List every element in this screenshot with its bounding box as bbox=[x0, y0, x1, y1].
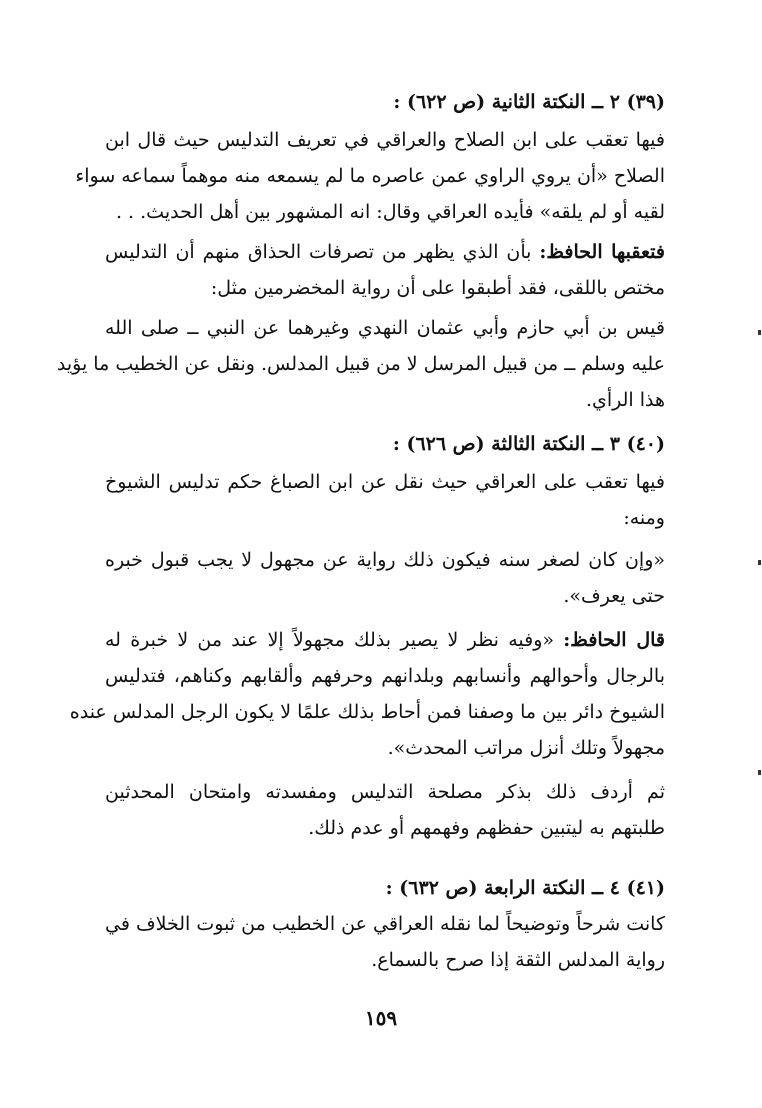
text-line: هذا الرأي. bbox=[585, 389, 665, 411]
text-line bbox=[105, 234, 665, 270]
scan-mark bbox=[758, 770, 761, 775]
text-line: طلبتهم به ليتبين حفظهم وفهمهم أو عدم ذلك. bbox=[308, 817, 665, 839]
text-line: فيها تعقب على العراقي حيث نقل عن ابن الصباغ حكم تدليس الشيوخ bbox=[105, 471, 665, 493]
text-line: ومنه: bbox=[623, 507, 665, 529]
speaker-label: فتعقبها الحافظ: bbox=[539, 241, 665, 263]
text-line: مجهولاً وتلك أنزل مراتب المحدث». bbox=[387, 737, 665, 759]
text-line: عليه وسلم ــ من قبيل المرسل لا من قبيل المدلس. ونقل عن الخطيب ما يؤيد bbox=[56, 353, 665, 375]
text-line: مختص باللقى، فقد أطبقوا على أن رواية المخضرمين مثل: bbox=[210, 277, 665, 299]
text-span: «وفيه نظر لا يصير بذلك مجهولاً إلا عند من لا خبرة له bbox=[105, 629, 555, 651]
text-line: الصلاح «أن يروي الراوي عمن عاصره ما لم يسمعه منه موهماً سماعه سواء bbox=[75, 165, 665, 187]
text-line: حتى يعرف». bbox=[563, 585, 665, 607]
text-line: فيها تعقب على ابن الصلاح والعراقي في تعريف التدليس حيث قال ابن bbox=[105, 129, 665, 151]
text-span: بأن الذي يظهر من تصرفات الحذاق منهم أن التدليس bbox=[105, 241, 532, 263]
page-number: ١٥٩ bbox=[364, 1006, 398, 1030]
speaker-label: قال الحافظ: bbox=[563, 629, 666, 651]
text-line: لقيه أو لم يلقه» فأيده العراقي وقال: انه المشهور بين أهل الحديث. . . bbox=[115, 201, 665, 223]
text-line: ثم أردف ذلك بذكر مصلحة التدليس ومفسدته وامتحان المحدثين bbox=[105, 781, 665, 803]
section-heading-41: (٤١) ٤ ــ النكتة الرابعة (ص ٦٣٢) : bbox=[385, 877, 665, 899]
text-line bbox=[105, 622, 665, 658]
text-line: الشيوخ دائر بين ما وصفنا فمن أحاط بذلك علمًا لا يكون الرجل المدلس عنده bbox=[69, 701, 665, 723]
text-line: كانت شرحاً وتوضيحاً لما نقله العراقي عن الخطيب من ثبوت الخلاف في bbox=[105, 913, 665, 935]
text-line: بالرجال وأحوالهم وأنسابهم وبلدانهم وحرفهم وألقابهم وكناهم، فتدليس bbox=[105, 665, 665, 687]
section-heading-40: (٤٠) ٣ ــ النكتة الثالثة (ص ٦٢٦) : bbox=[392, 433, 665, 455]
scan-mark bbox=[758, 560, 761, 565]
scan-mark bbox=[758, 330, 761, 335]
text-line: رواية المدلس الثقة إذا صرح بالسماع. bbox=[371, 949, 665, 971]
text-line: قيس بن أبي حازم وأبي عثمان النهدي وغيرهما عن النبي ــ صلى الله bbox=[105, 317, 665, 339]
section-heading-39: (٣٩) ٢ ــ النكتة الثانية (ص ٦٢٢) : bbox=[393, 91, 665, 113]
text-line: «وإن كان لصغر سنه فيكون ذلك رواية عن مجهول لا يجب قبول خبره bbox=[105, 549, 665, 571]
